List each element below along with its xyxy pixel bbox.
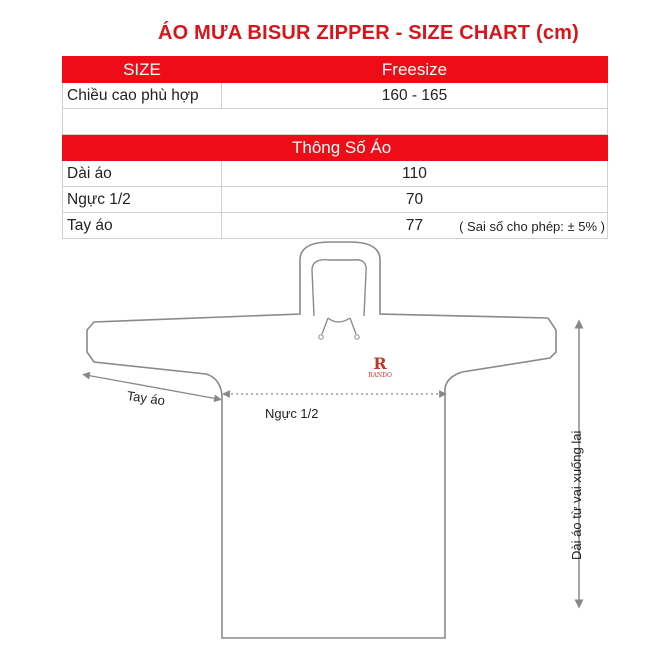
row-label: Ngực 1/2 xyxy=(63,187,222,213)
hood-opening xyxy=(312,260,366,316)
brand-logo xyxy=(368,356,392,379)
length-label: Dài áo từ vai xuống lai xyxy=(569,430,584,560)
page-title: ÁO MƯA BISUR ZIPPER - SIZE CHART (cm) xyxy=(157,22,580,44)
chest-label: Ngực 1/2 xyxy=(265,406,319,421)
row-value: 77 xyxy=(222,213,608,239)
coat-outline xyxy=(87,242,556,638)
tolerance-note: ( Sai số cho phép: ± 5% ) xyxy=(459,219,605,234)
spec-header-cell: Thông Số Áo xyxy=(222,135,608,161)
size-header-cell: SIZE xyxy=(63,57,222,83)
row-value: 110 xyxy=(222,161,608,187)
row-label: Dài áo xyxy=(63,161,222,187)
row-value: 70 xyxy=(222,187,608,213)
drawstring-icon xyxy=(322,318,356,334)
logo-text: RANDO xyxy=(368,372,392,379)
height-value: 160 - 165 xyxy=(222,83,608,109)
size-value-cell: Freesize xyxy=(222,57,608,83)
row-label: Tay áo xyxy=(63,213,222,239)
height-label: Chiều cao phù hợp xyxy=(63,83,222,109)
sleeve-label: Tay áo xyxy=(125,388,166,409)
logo-mark: R xyxy=(373,354,387,373)
